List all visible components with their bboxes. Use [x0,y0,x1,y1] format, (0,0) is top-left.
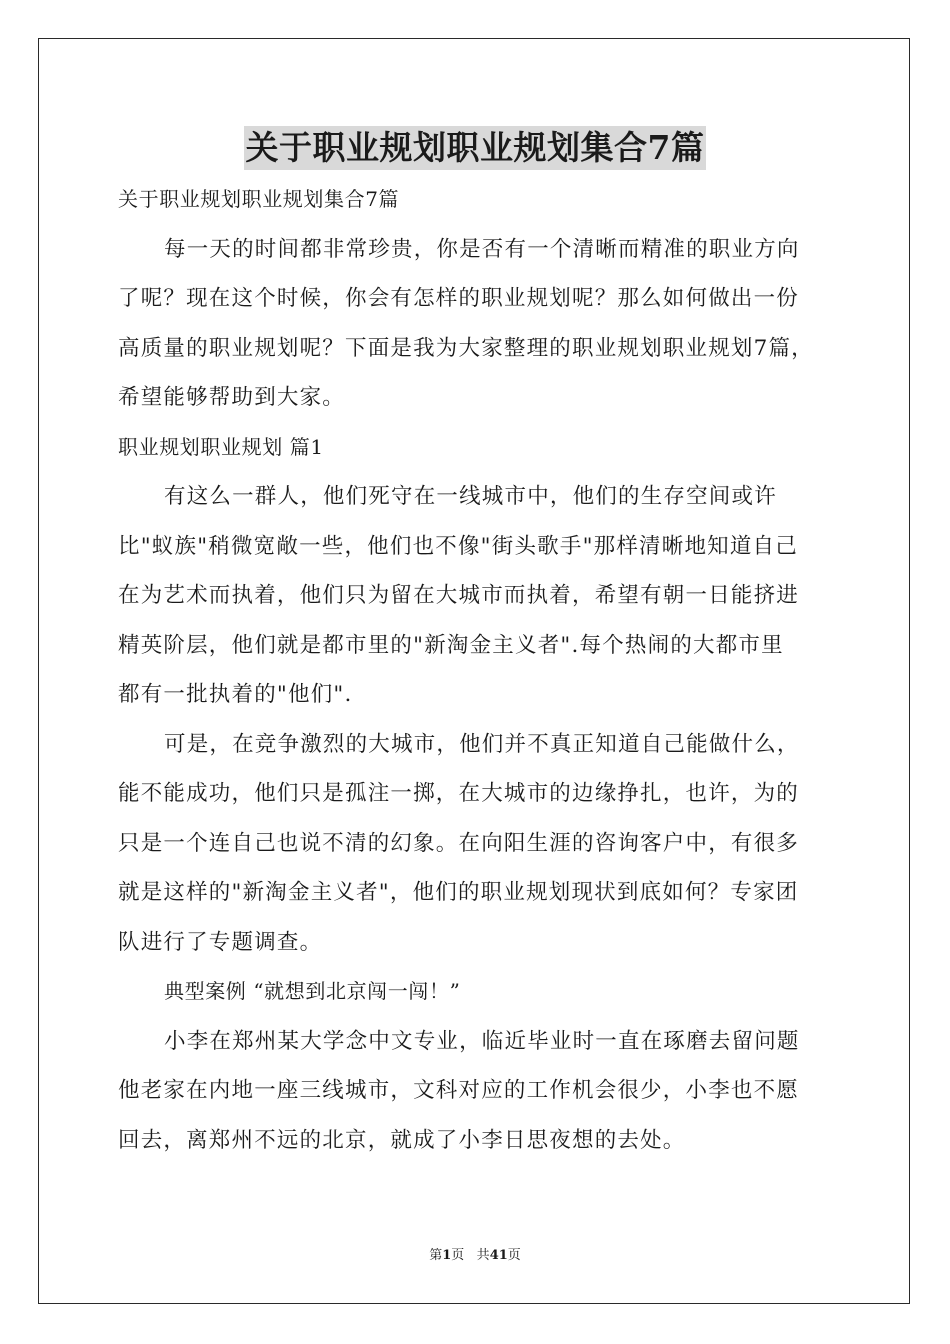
intro-line: 了呢？现在这个时候，你会有怎样的职业规划呢？那么如何做出一份 [118,286,800,311]
document-title: 关于职业规划职业规划集合7篇 [244,126,707,170]
paragraph-line: 都有一批执着的"他们". [118,682,353,707]
case-heading: 典型案例 “就想到北京闯一闯！” [164,979,461,1003]
paragraph-line: 比"蚁族"稍微宽敞一些，他们也不像"街头歌手"那样清晰地知道自己 [118,533,798,559]
paragraph-line: 就是这样的"新淘金主义者"，他们的职业规划现状到底如何？专家团 [118,880,799,905]
total-suffix: 页 [507,1248,521,1263]
title-container [0,126,950,170]
paragraph-line: 小李在郑州某大学念中文专业，临近毕业时一直在琢磨去留问题 [164,1028,800,1054]
section-heading: 职业规划职业规划 篇1 [118,434,324,459]
paragraph-line: 有这么一群人，他们死守在一线城市中，他们的生存空间或许 [164,484,777,509]
document-subtitle: 关于职业规划职业规划集合7篇 [118,187,400,211]
page-suffix: 页 [451,1248,465,1263]
paragraph-line: 回去，离郑州不远的北京，就成了小李日思夜想的去处。 [118,1127,686,1153]
paragraph-line: 在为艺术而执着，他们只为留在大城市而执着，希望有朝一日能挤进 [118,583,800,608]
document-body [118,175,834,1165]
page-number: 1 [442,1248,452,1263]
intro-line: 希望能够帮助到大家。 [118,385,346,410]
intro-line: 高质量的职业规划呢？下面是我为大家整理的职业规划职业规划7篇， [118,335,814,361]
paragraph-line: 队进行了专题调查。 [118,929,323,955]
paragraph-line: 只是一个连自己也说不清的幻象。在向阳生涯的咨询客户中，有很多 [118,830,800,856]
paragraph-line: 能不能成功，他们只是孤注一掷，在大城市的边缘挣扎，也许，为的 [118,781,800,806]
page-footer [0,1247,950,1265]
paragraph-line: 他老家在内地一座三线城市，文科对应的工作机会很少，小李也不愿 [118,1078,800,1103]
total-prefix: 共 [476,1248,490,1263]
page-prefix: 第 [429,1248,443,1263]
paragraph-line: 可是，在竞争激烈的大城市，他们并不真正知道自己能做什么， [164,731,800,757]
total-pages: 41 [489,1248,508,1263]
paragraph-line: 精英阶层，他们就是都市里的"新淘金主义者".每个热闹的大都市里 [118,632,784,658]
intro-line: 每一天的时间都非常珍贵，你是否有一个清晰而精准的职业方向 [164,236,800,262]
